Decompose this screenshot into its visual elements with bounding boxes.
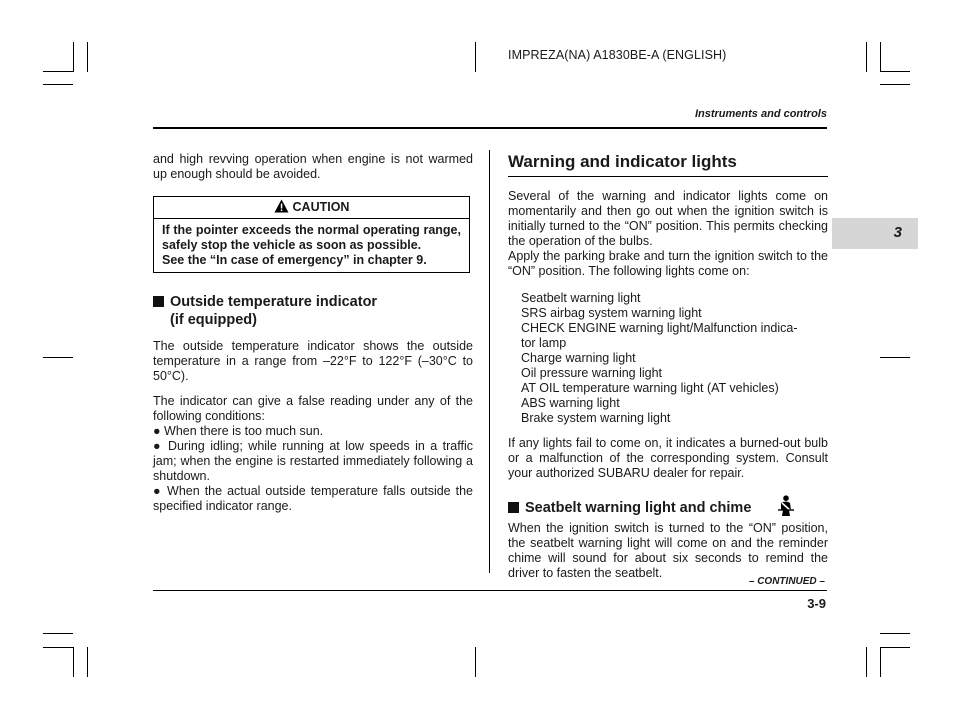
crop-mark xyxy=(43,84,73,85)
crop-mark xyxy=(43,357,73,358)
crop-mark xyxy=(73,42,74,72)
list-item: tor lamp xyxy=(521,336,567,350)
seatbelt-heading xyxy=(508,495,828,517)
chapter-number: 3 xyxy=(893,224,902,241)
crop-mark xyxy=(880,357,910,358)
chapter-tab xyxy=(832,218,918,249)
list-item: ● During idling; while running at low speeds in a traffic jam; when the engine is restarted immediately following a shutdown. xyxy=(153,439,473,483)
crop-mark xyxy=(880,647,910,648)
left-column xyxy=(153,152,473,514)
list-item: CHECK ENGINE warning light/Malfunction indica- xyxy=(521,321,798,335)
condition-list xyxy=(153,424,473,514)
warning-lights-heading: Warning and indicator lights xyxy=(508,152,828,177)
outside-temp-heading-line1: Outside temperature indicator xyxy=(170,294,378,310)
crop-mark xyxy=(880,71,910,72)
crop-mark xyxy=(880,647,881,677)
crop-mark xyxy=(43,71,73,72)
warning-lights-para1: Several of the warning and indicator lights come on momentarily and then go out when the ignition switch is initially turned to the “ON” position. This permits checking the operation of the bulbs. xyxy=(508,189,828,248)
crop-mark xyxy=(43,647,73,648)
list-item: SRS airbag system warning light xyxy=(521,306,702,320)
seatbelt-section xyxy=(508,495,828,581)
crop-mark xyxy=(87,647,88,677)
seatbelt-para: When the ignition switch is turned to the “ON” position, the seatbelt warning light will come on and the reminder chime will sound for about six seconds to remind the driver to fasten the seatbelt. xyxy=(508,521,828,580)
warning-lights-para2: Apply the parking brake and turn the ignition switch to the “ON” position. The following lights come on: xyxy=(508,249,828,278)
list-item: ABS warning light xyxy=(521,396,620,410)
square-bullet-icon xyxy=(508,502,519,513)
crop-mark xyxy=(866,42,867,72)
list-item: ● When there is too much sun. xyxy=(153,424,324,438)
warning-lights-para3: If any lights fail to come on, it indicates a burned-out bulb or a malfunction of the corresponding system. Consult your authorized SUBARU dealer for repair. xyxy=(508,436,828,480)
crop-mark xyxy=(866,647,867,677)
outside-temp-section xyxy=(153,293,473,514)
caution-title: CAUTION xyxy=(292,200,350,214)
caution-header xyxy=(154,197,469,219)
right-column xyxy=(508,152,828,581)
crop-mark xyxy=(880,42,881,72)
crop-mark xyxy=(87,42,88,72)
warning-triangle-icon xyxy=(274,199,289,213)
column-divider xyxy=(489,150,490,573)
header-rule xyxy=(153,127,827,129)
outside-temp-para1: The outside temperature indicator shows the outside temperature in a range from –22°F to 122°F (–30°C to 50°C). xyxy=(153,339,473,383)
list-item: AT OIL temperature warning light (AT vehicles) xyxy=(521,381,779,395)
seatbelt-heading-text: Seatbelt warning light and chime xyxy=(525,500,752,516)
list-item: Charge warning light xyxy=(521,351,636,365)
list-item: Seatbelt warning light xyxy=(521,291,641,305)
intro-paragraph: and high revving operation when engine is not warmed up enough should be avoided. xyxy=(153,152,473,181)
section-title: Instruments and controls xyxy=(694,108,827,120)
crop-mark xyxy=(880,84,910,85)
seatbelt-icon xyxy=(777,495,795,517)
outside-temp-heading xyxy=(153,293,473,311)
list-item: Oil pressure warning light xyxy=(521,366,663,380)
crop-mark xyxy=(475,647,476,677)
square-bullet-icon xyxy=(153,296,164,307)
crop-mark xyxy=(475,42,476,72)
outside-temp-heading-line2: (if equipped) xyxy=(170,312,257,328)
continued-marker: – CONTINUED – xyxy=(748,576,825,587)
footer-rule xyxy=(153,590,827,591)
caution-box xyxy=(153,196,470,273)
caution-text: If the pointer exceeds the normal operating range, safely stop the vehicle as soon as possible. xyxy=(162,223,461,252)
crop-mark xyxy=(73,647,74,677)
list-item: Brake system warning light xyxy=(521,411,671,425)
crop-mark xyxy=(43,633,73,634)
outside-temp-para2: The indicator can give a false reading under any of the following conditions: xyxy=(153,394,473,423)
list-item: ● When the actual outside temperature falls outside the specified indicator range. xyxy=(153,484,473,513)
crop-mark xyxy=(880,633,910,634)
caution-body xyxy=(154,219,469,272)
caution-reference: See the “In case of emergency” in chapter 9. xyxy=(162,253,427,267)
document-id: IMPREZA(NA) A1830BE-A (ENGLISH) xyxy=(508,48,727,62)
page-number: 3-9 xyxy=(807,596,826,611)
lights-list xyxy=(521,291,828,426)
